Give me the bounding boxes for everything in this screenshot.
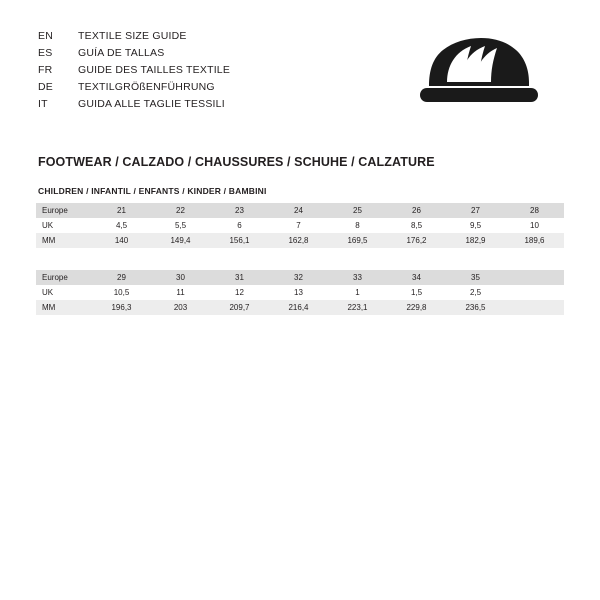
language-title: GUIDE DES TAILLES TEXTILE [78,64,231,76]
language-code: IT [38,98,48,110]
cell: 162,8 [269,233,328,248]
table-row [36,218,564,233]
cell: 5,5 [151,218,210,233]
table-row [36,285,564,300]
table-row [36,300,564,315]
table-row [36,203,564,218]
size-table-children-1 [36,203,564,248]
language-code: DE [38,81,53,93]
cell: 8,5 [387,218,446,233]
language-title: TEXTILGRÖßENFÜHRUNG [78,81,215,93]
language-code: EN [38,30,53,42]
cell: 140 [92,233,151,248]
row-label: MM [36,300,92,315]
cell: 223,1 [328,300,387,315]
cell [505,300,564,315]
language-row [38,64,358,81]
cell: 22 [151,203,210,218]
cell: 182,9 [446,233,505,248]
language-list [38,30,358,115]
cell: 11 [151,285,210,300]
row-label: Europe [36,203,92,218]
cell: 31 [210,270,269,285]
cell [505,270,564,285]
cell: 24 [269,203,328,218]
language-title: GUÍA DE TALLAS [78,47,165,59]
cell: 27 [446,203,505,218]
language-row [38,47,358,64]
cell: 21 [92,203,151,218]
cell: 176,2 [387,233,446,248]
language-row [38,81,358,98]
cell: 12 [210,285,269,300]
cell: 209,7 [210,300,269,315]
cell: 10 [505,218,564,233]
language-row [38,30,358,47]
cell: 203 [151,300,210,315]
row-label: Europe [36,270,92,285]
cell: 33 [328,270,387,285]
language-code: FR [38,64,53,76]
cell: 236,5 [446,300,505,315]
cell: 23 [210,203,269,218]
cell: 10,5 [92,285,151,300]
cell: 29 [92,270,151,285]
section-subtitle: CHILDREN / INFANTIL / ENFANTS / KINDER / BAMBINI [38,186,267,196]
row-label: MM [36,233,92,248]
row-label: UK [36,285,92,300]
shoe-icon [417,30,542,110]
cell: 196,3 [92,300,151,315]
cell: 229,8 [387,300,446,315]
cell: 156,1 [210,233,269,248]
cell: 13 [269,285,328,300]
cell: 34 [387,270,446,285]
cell: 169,5 [328,233,387,248]
cell: 2,5 [446,285,505,300]
table-row [36,270,564,285]
cell: 1 [328,285,387,300]
cell: 26 [387,203,446,218]
table-row [36,233,564,248]
cell: 189,6 [505,233,564,248]
cell: 30 [151,270,210,285]
cell: 1,5 [387,285,446,300]
cell: 35 [446,270,505,285]
cell: 25 [328,203,387,218]
cell: 149,4 [151,233,210,248]
language-row [38,98,358,115]
cell: 9,5 [446,218,505,233]
cell: 8 [328,218,387,233]
size-table-children-2 [36,270,564,315]
page-title: FOOTWEAR / CALZADO / CHAUSSURES / SCHUHE / CALZATURE [38,155,435,169]
cell: 7 [269,218,328,233]
cell [505,285,564,300]
cell: 6 [210,218,269,233]
cell: 4,5 [92,218,151,233]
language-code: ES [38,47,53,59]
cell: 216,4 [269,300,328,315]
language-title: GUIDA ALLE TAGLIE TESSILI [78,98,225,110]
cell: 28 [505,203,564,218]
row-label: UK [36,218,92,233]
language-title: TEXTILE SIZE GUIDE [78,30,187,42]
cell: 32 [269,270,328,285]
